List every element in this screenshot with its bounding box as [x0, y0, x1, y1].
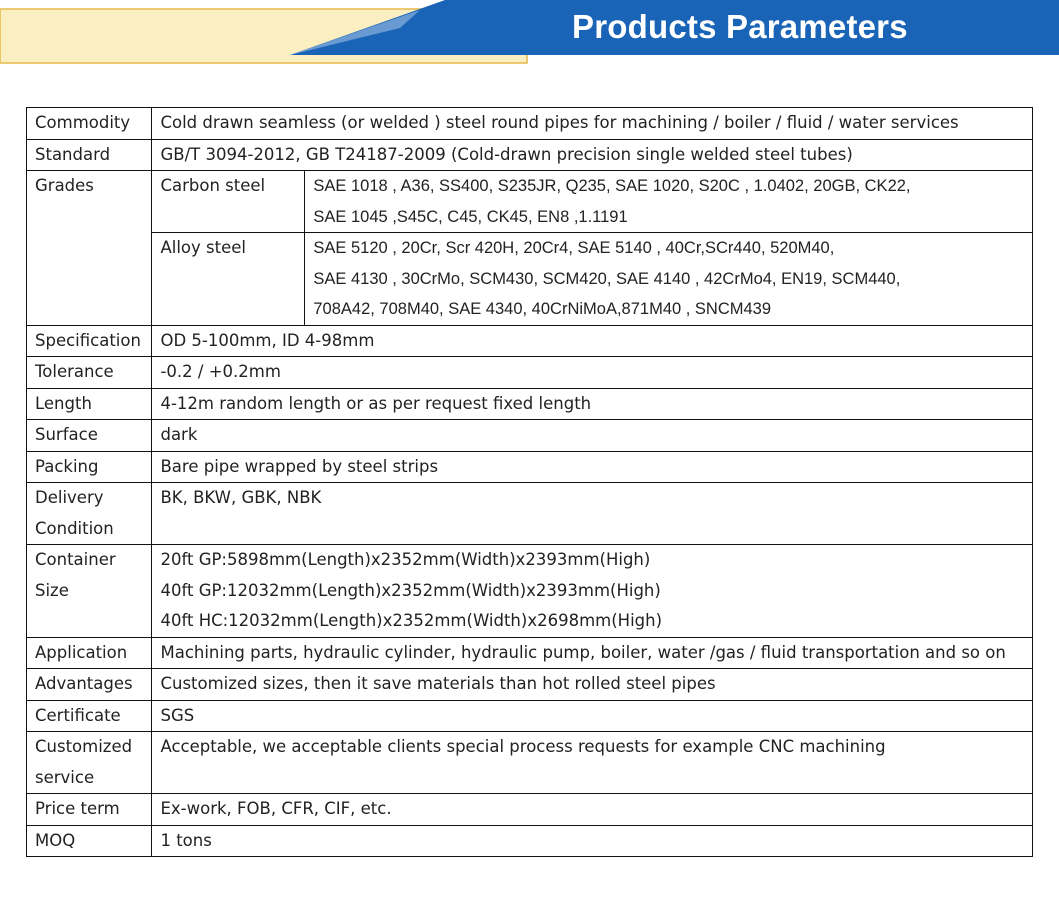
- row-value: Acceptable, we acceptable clients special process requests for example CNC machining: [152, 732, 1033, 794]
- row-label: Specification: [27, 325, 152, 357]
- table-row: [27, 483, 1033, 545]
- row-value: Machining parts, hydraulic cylinder, hydraulic pump, boiler, water /gas / fluid transportation and so on: [152, 637, 1033, 669]
- grade-category: Alloy steel: [152, 233, 305, 326]
- grade-list: [305, 233, 1033, 326]
- table-row: [27, 700, 1033, 732]
- table-row: [27, 171, 1033, 233]
- row-value: -0.2 / +0.2mm: [152, 357, 1033, 389]
- row-label: Standard: [27, 139, 152, 171]
- row-value: [152, 545, 1033, 638]
- row-label: [27, 545, 152, 638]
- grade-category: Carbon steel: [152, 171, 305, 233]
- header-banner: [0, 0, 1059, 66]
- row-value: SGS: [152, 700, 1033, 732]
- table-row: [27, 420, 1033, 452]
- table-row: [27, 233, 1033, 326]
- table-row: [27, 732, 1033, 794]
- table-row: [27, 388, 1033, 420]
- grade-line: 708A42, 708M40, SAE 4340, 40CrNiMoA,871M40 , SNCM439: [313, 300, 772, 318]
- row-label: [27, 483, 152, 545]
- grade-line: SAE 4130 , 30CrMo, SCM430, SCM420, SAE 4140 , 42CrMo4, EN19, SCM440,: [313, 269, 901, 288]
- row-value: BK, BKW, GBK, NBK: [152, 483, 1033, 545]
- table-row: [27, 325, 1033, 357]
- table-row: [27, 357, 1033, 389]
- row-label: Packing: [27, 451, 152, 483]
- row-label: Length: [27, 388, 152, 420]
- row-label: Advantages: [27, 669, 152, 701]
- row-label: Price term: [27, 794, 152, 826]
- row-label: Application: [27, 637, 152, 669]
- page-title: Products Parameters: [572, 8, 908, 45]
- grade-line: SAE 1045 ,S45C, C45, CK45, EN8 ,1.1191: [313, 207, 628, 226]
- label-line: Container: [35, 550, 116, 569]
- row-value: Ex-work, FOB, CFR, CIF, etc.: [152, 794, 1033, 826]
- parameters-table: [26, 107, 1033, 857]
- label-line: Delivery: [35, 488, 104, 507]
- table-row: [27, 545, 1033, 638]
- container-line: 40ft GP:12032mm(Length)x2352mm(Width)x2393mm(High): [160, 580, 661, 600]
- row-value: 4-12m random length or as per request fixed length: [152, 388, 1033, 420]
- row-value: dark: [152, 420, 1033, 452]
- row-label: Commodity: [27, 108, 152, 140]
- row-label: Tolerance: [27, 357, 152, 389]
- label-line: Size: [35, 580, 69, 600]
- table-row: [27, 108, 1033, 140]
- table-row: [27, 825, 1033, 857]
- row-value: Cold drawn seamless (or welded ) steel round pipes for machining / boiler / fluid / water services: [152, 108, 1033, 140]
- row-value: OD 5-100mm, ID 4-98mm: [152, 325, 1033, 357]
- grade-line: SAE 1018 , A36, SS400, S235JR, Q235, SAE 1020, S20C , 1.0402, 20GB, CK22,: [313, 177, 911, 195]
- table-row: [27, 139, 1033, 171]
- table-row: [27, 669, 1033, 701]
- container-line: 40ft HC:12032mm(Length)x2352mm(Width)x2698mm(High): [160, 611, 663, 630]
- row-label: Surface: [27, 420, 152, 452]
- row-label: Grades: [27, 171, 152, 326]
- row-label: MOQ: [27, 825, 152, 857]
- row-label: [27, 732, 152, 794]
- row-label: Certificate: [27, 700, 152, 732]
- table-row: [27, 637, 1033, 669]
- table-row: [27, 794, 1033, 826]
- container-line: 20ft GP:5898mm(Length)x2352mm(Width)x2393mm(High): [160, 550, 651, 569]
- row-value: GB/T 3094-2012, GB T24187-2009 (Cold-drawn precision single welded steel tubes): [152, 139, 1033, 171]
- row-value: 1 tons: [152, 825, 1033, 857]
- label-line: service: [35, 767, 95, 787]
- row-value: Bare pipe wrapped by steel strips: [152, 451, 1033, 483]
- table-row: [27, 451, 1033, 483]
- grade-list: [305, 171, 1033, 233]
- grade-line: SAE 5120 , 20Cr, Scr 420H, 20Cr4, SAE 5140 , 40Cr,SCr440, 520M40,: [313, 239, 835, 257]
- label-line: Condition: [35, 518, 114, 538]
- row-value: Customized sizes, then it save materials than hot rolled steel pipes: [152, 669, 1033, 701]
- label-line: Customized: [35, 737, 133, 756]
